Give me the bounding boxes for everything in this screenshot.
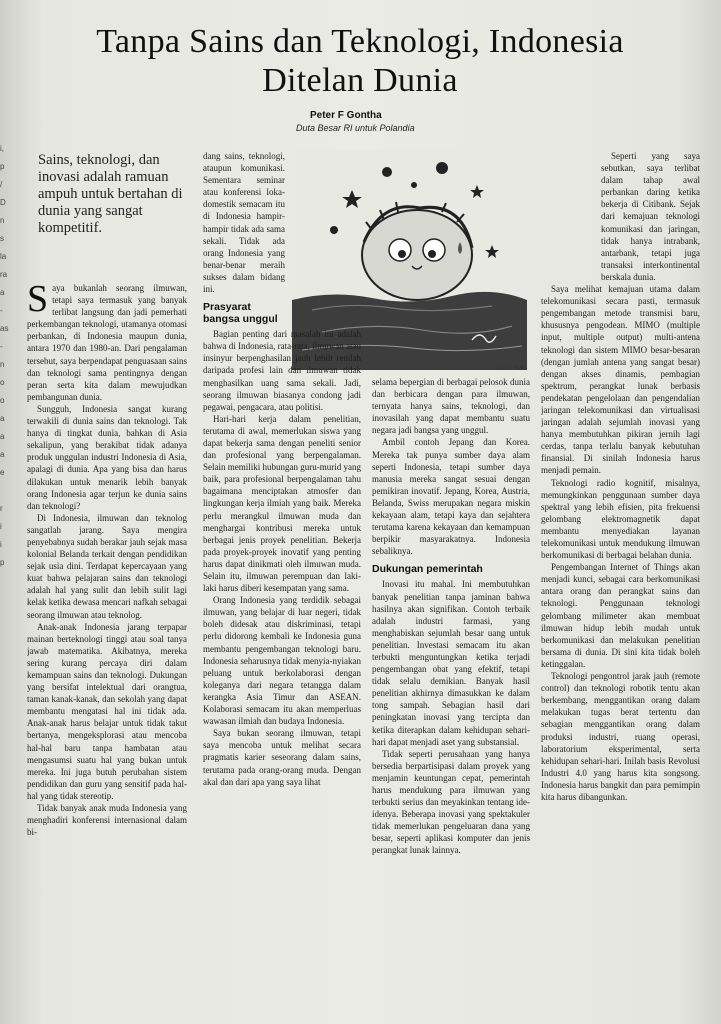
paragraph: Teknologi radio kognitif, misalnya, memungkinkan penggunaan sumber daya spektral yang lebih efisien, pita frekuensi gelombang elektromagnetik dapat membantu menyediakan layanan telekomunikasi untuk mendukung ilmuwan berkomunikasi di berbagai belahan dunia. [541, 477, 700, 561]
headline: Tanpa Sains dan Teknologi, Indonesia Ditelan Dunia [96, 23, 624, 99]
paragraph-text: aya bukanlah seorang ilmuwan, tetapi saya termasuk yang banyak terlibat langsung dan jadi pemerhati perkembangan teknologi, utamanya otomasi perbankan, di Indonesia maupun dunia, antara 1970 dan 1980-an. Dari pengalaman tersebut, saya berpendapat penguasaan sains dan teknologi sama pentingnya dengan peran serta kita dalam mewujudkan pembangunan dunia. [27, 283, 187, 402]
subheading: Dukungan pemerintah [372, 563, 483, 576]
edge-fragment: n [0, 360, 5, 369]
paragraph: Saya bukan seorang ilmuwan, tetapi saya mencoba untuk melihat secara pragmatis karier seseorang dalam sains, terutama pada orang-orang muda. Dengan akal dan dari apa yang saya lihat [203, 728, 361, 787]
edge-fragment: n [0, 216, 5, 225]
paragraph: Tidak banyak anak muda Indonesia yang menghadiri konferensi internasional dalam bi- [27, 803, 187, 838]
edge-fragment: p [0, 558, 5, 567]
paragraph: Teknologi pengontrol jarak jauh (remote control) dan teknologi robotik tentu akan berkembang, menggantikan orang dalam melakukan tugas berat tertentu dan sebagian menggantikan orang dalam produksi industri, ruang operasi, laboratorium eksperimental, serta kehidupan sehari-hari. Inilah basis Revolusi Industri 4.0 yang harus kita songsong. Indonesia harus bangkit dan para pemimpin kita harus dibangunkan. [541, 671, 700, 802]
paragraph: Ambil contoh Jepang dan Korea. Mereka tak punya sumber daya alam seperti Indonesia, tetapi sumber daya manusia mereka sangat sesuai dengan pemikiran inovatif. Jepang, Korea, Austria, Belanda, Swiss merupakan negara miskin kekayaan alam, tetapi kaya dan sejahtera terutama karena kekayaan dan kemampuan berpikir masyarakatnya. Indonesia sebaliknya. [372, 437, 530, 557]
article-column-4 [541, 150, 700, 1020]
edge-fragment: i [0, 522, 2, 531]
paragraph: Pengembangan Internet of Things akan menjadi kunci, sebagai cara berkomunikasi antara orang dan perangkat sains dan teknologi. Penggunaan teknologi gelombang milimeter akan membuat ilmuwan hidup lebih mudah untuk berkomunikasi dan melakukan penelitian bersama di dunia. Di sini kita tidak boleh ketinggalan. [541, 562, 700, 669]
paragraph: Hari-hari kerja dalam penelitian, terutama di awal, memerlukan siswa yang dapat bekerja sama dengan peneliti senior dan profesional yang berpengalaman. Selain memiliki hubungan guru-murid yang baik, para profesional berpengalaman tahu bagaimana menciptakan atmosfer dan lingkungan kerja ilmiah yang baik. Mereka perlu merangkul ilmuwan muda dan menghargai kontribusi mereka untuk berbagai jenis proyek penelitian. Bekerja pada proyek-proyek inovatif yang penting harus dapat dinikmati oleh ilmuwan muda. Selain itu, ilmuwan perempuan dan laki-laki harus diberi kesempatan yang sama. [203, 413, 361, 594]
paragraph: Orang Indonesia yang terdidik sebagai ilmuwan, yang belajar di luar negeri, tidak boleh didesak atau diskriminasi, tetapi perlu didorong kembali ke Indonesia guna membantu pengembangan teknologi baru. Indonesia seharusnya tidak menyia-nyiakan peluang untuk berkolaborasi dengan koleganya dari negara tetangga dalam kerangka Asia Timur dan ASEAN. Kolaborasi semacam itu akan memperluas wawasan ilmiah dan budaya Indonesia. [203, 595, 361, 727]
paragraph: Inovasi itu mahal. Ini membutuhkan banyak penelitian tanpa jaminan bahwa hasilnya akan signifikan. Contoh terbaik adalah industri farmasi, yang menghabiskan sejumlah besar uang untuk penelitian. Investasi semacam itu akan terbukti menguntungkan ketika terjadi pengembangan obat yang efektif, tetapi tidak selalu demikian. Banyak hasil penelitian akhirnya dimasukkan ke dalam tong sampah. Sebagian hasil dari peningkatan inovasi yang tercipta dan ketika diterapkan dalam kehidupan sehari-hari dapat menjadi aset yang substansial. [372, 579, 530, 747]
paragraph: Di Indonesia, ilmuwan dan teknolog sangatlah jarang. Saya mengira penyebabnya sudah berakar jauh sejak masa kolonial Belanda terkait dengan pendidikan sejak usia dini. Terdapat kepercayaan yang kuat bahwa pelajaran sains dan teknologi adalah hal yang sulit dan lebih sulit lagi kelak ketika dewasa mencari nafkah sebagai seorang ilmuwan atau teknolog. [27, 512, 187, 620]
edge-fragment: as [0, 324, 9, 333]
article-column-2 [203, 150, 361, 1020]
paragraph: Seperti yang saya sebutkan, saya terlibat dalam tahap awal perbankan daring ketika bekerja di Citibank. Sejak dari kemajuan teknologi komunikasi dan jaringan, tidak hanya intrabank, antarbank, tetapi juga transaksi interkontinental berskala dunia. [601, 151, 700, 282]
paragraph [27, 282, 187, 403]
edge-fragment: la [0, 252, 7, 261]
edge-fragment: a [0, 414, 5, 423]
paragraph: Bagian penting dari masalah ini adalah bahwa di Indonesia, rata-rata, ilmuwan atau insinyur berpenghasilan jauh lebih rendah daripada profesi lain dan ilmuwan tidak menghasilkan uang sama sekali. Jadi, seorang ilmuwan biasanya condong jadi pegawai, pengacara, atau politisi. [203, 329, 361, 412]
edge-fragment: o [0, 378, 5, 387]
paragraph: Sungguh, Indonesia sangat kurang terwakili di dunia sains dan teknologi. Tak hanya di tingkat dunia, bahkan di Asia sekalipun, yang berakibat tidak adanya produk unggulan industri Indonesia di Asia, apalagi di dunia. Apa yang bisa dan harus dilakukan untuk menarik lebih banyak orang Indonesia agar terjun ke dunia sains dan teknologi? [27, 403, 187, 511]
edge-fragment: r [0, 504, 3, 513]
edge-fragment: o [0, 396, 5, 405]
article-column-1 [27, 282, 187, 1022]
paragraph: Tidak seperti perusahaan yang hanya bersedia berpartisipasi dalam proyek yang menjamin keuntungan cepat, pemerintah harus mendukung para ilmuwan yang terbukti serius dan meyakinkan tentang ide-idenya. Beberapa inovasi yang spektakuler tidak memerlukan pengeluaran dana yang besar, seperti aplikasi komputer dan jenis perangkat lunak lainnya. [372, 748, 530, 856]
edge-fragment: i [0, 540, 2, 549]
edge-fragment: a [0, 288, 5, 297]
article-column-3 [372, 376, 530, 1021]
edge-fragment: ra [0, 270, 8, 279]
edge-fragment: s [0, 234, 4, 243]
paragraph: Saya melihat kemajuan utama dalam telekomunikasi secara pasti, termasuk pengembangan metode transmisi baru, khususnya pengodean. MIMO (multiple input, multiple output) multi-antena teknologi dan sistem MIMO besar-besaran (dengan jumlah antena yang sangat besar) dengan akses dinamis, pembagian spektrum, perangkat lunak berbasis pendekatan pengelolaan dan pengendalian jaringan telekomunikasi dan virtualisasi jaringan adalah sejumlah inovasi yang hanya membutuhkan pikiran jernih lagi cerdas, tanpa terlalu banyak kebutuhan finansial. Di sinilah Indonesia harus menjadi pemain. [541, 284, 700, 476]
illustration-credit: DIDIE SW [496, 366, 524, 372]
paragraph: dang sains, teknologi, ataupun komunikasi. Sementara seminar atau konferensi loka-domestik semacam itu di Indonesia hampir-hampir tidak ada sama sekali. Tidak ada orang Indonesia yang benar-benar meraih sukses dalam bidang ini. [203, 151, 285, 295]
pull-quote: Sains, teknologi, dan inovasi adalah ramuan ampuh untuk bertahan di dunia yang sangat kompetitif. [38, 152, 183, 236]
drop-cap: S [27, 282, 49, 320]
edge-fragment: a [0, 432, 5, 441]
edge-fragment: - [0, 342, 3, 351]
edge-fragment [0, 482, 14, 500]
author-role: Duta Besar RI untuk Polandia [296, 123, 415, 133]
edge-fragment: - [0, 306, 3, 315]
paragraph: Anak-anak Indonesia jarang terpapar mainan berteknologi tinggi atau soal tanya jawab matematika. Akibatnya, mereka sering kurang percaya diri dalam kemampuan sains dan teknologi. Dukungan yang bersifat intelektual dari orangtua, taman kanak-kanak, dan sekolah yang dapat membantu mengatasi hal ini tidak ada. Anak-anak harus belajar untuk tidak takut bertanya, mengeksplorasi atau mencoba hal-hal baru tanpa hambatan atau mengasumsi suatu hal yang bukan untuk mereka. Ini juga butuh perubahan sistem pendidikan dan guru yang sensitif pada hal-hal yang tidak stereotip. [27, 621, 187, 801]
adjacent-column-fragment [0, 140, 14, 1020]
edge-fragment: / [0, 180, 3, 189]
edge-fragment: D [0, 198, 6, 207]
subheading: Prasyarat bangsa unggul [203, 301, 278, 326]
edge-fragment: a [0, 450, 5, 459]
edge-fragment: e [0, 468, 5, 477]
paragraph: selama bepergian di berbagai pelosok dunia dan berbicara dengan para ilmuwan, ternyata hanya sains, teknologi, dan inovasilah yang dapat membantu suatu negara jadi bangsa yang unggul. [372, 377, 530, 436]
edge-fragment: i, [0, 144, 4, 153]
author-name: Peter F Gontha [310, 110, 382, 121]
edge-fragment: p [0, 162, 5, 171]
